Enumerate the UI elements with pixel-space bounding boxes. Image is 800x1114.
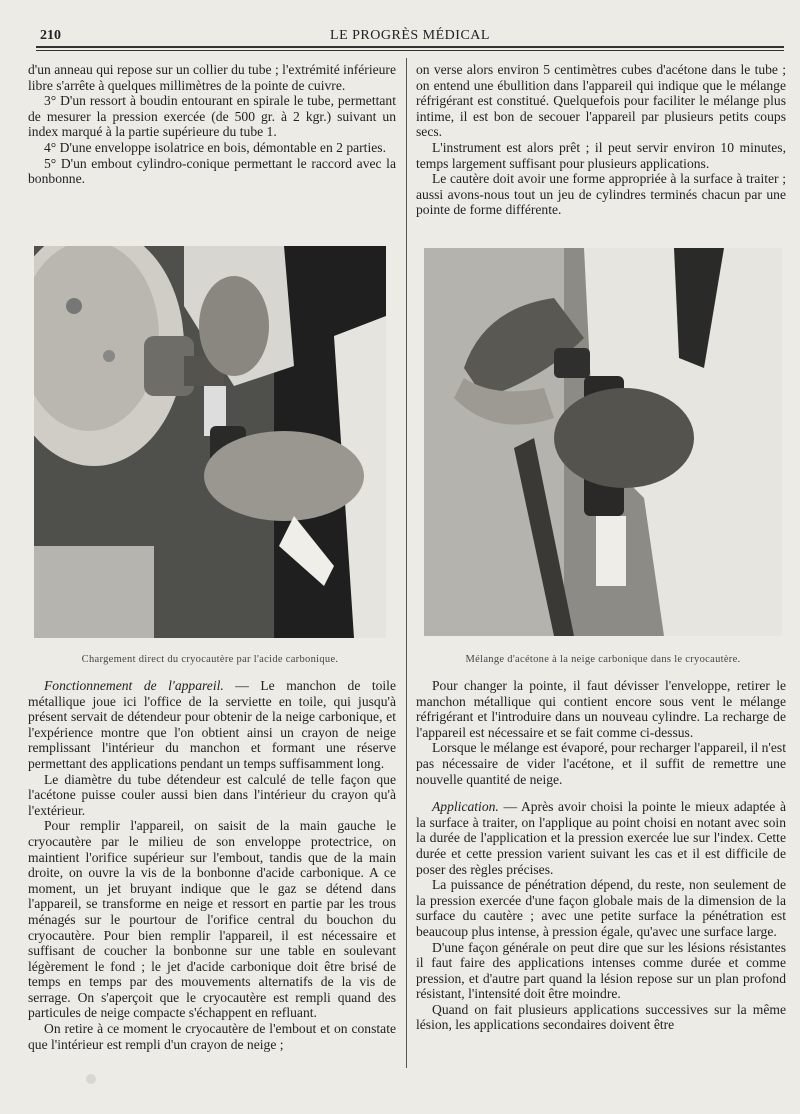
figure-caption-right: Mélange d'acétone à la neige carbonique dans le cryocautère. — [465, 654, 741, 665]
paragraph: Quand on fait plusieurs applications successives sur la même lésion, les applications secondaires doivent être — [416, 1001, 786, 1033]
left-column-top — [28, 62, 396, 187]
paragraph: Pour changer la pointe, il faut dévisser l'enveloppe, retirer le manchon métallique qui contient encore sous vent le mélange réfrigérant et l'introduire dans un nouveau cylindre. La recharge de l'appareil est nécessaire et se fait comme ci-dessus. — [416, 678, 786, 740]
paragraph: L'instrument est alors prêt ; il peut servir environ 10 minutes, temps largement suffisant pour plusieurs applications. — [416, 139, 786, 171]
right-column-bottom — [416, 678, 786, 1033]
section-heading-fonctionnement: Fonctionnement de l'appareil. — [44, 678, 224, 693]
right-column-top — [416, 62, 786, 218]
paper-blemish — [86, 1074, 96, 1084]
paragraph: Le cautère doit avoir une forme appropriée à la surface à traiter ; aussi avons-nous tout un jeu de cylindres terminés chacun par une pointe de forme différente. — [416, 171, 786, 218]
paragraph: D'une façon générale on peut dire que sur les lésions résistantes il faut faire des applications intenses comme durée et comme pression, et d'autre part quand la lésion repose sur un plan profond résistant, l'intensité doit être moindre. — [416, 939, 786, 1002]
figure-caption-left: Chargement direct du cryocautère par l'acide carbonique. — [81, 654, 339, 665]
paragraph — [416, 799, 786, 877]
column-divider — [406, 58, 407, 1068]
paragraph — [28, 678, 396, 772]
photo-acetone-mixing — [424, 248, 782, 636]
paragraph: On retire à ce moment le cryocautère de l'embout et on constate que l'intérieur est rempli d'un crayon de neige ; — [28, 1021, 396, 1052]
paragraph-text: — Après avoir choisi la pointe le mieux adaptée à la surface à traiter, on l'applique au point choisi en notant avec soin la durée de l'application et la pression exercée lue sur l'index. Cette durée et cette pression varient suivant les cas et il est difficile de poser des règles précises. — [416, 799, 786, 877]
photo-cryocautere-loading — [34, 246, 386, 638]
paragraph: Lorsque le mélange est évaporé, pour recharger l'appareil, il n'est pas nécessaire de vider l'acétone, et il suffit de remettre une nouvelle quantité de neige. — [416, 740, 786, 787]
header-rule — [36, 46, 784, 48]
page-header — [36, 26, 784, 46]
paragraph: d'un anneau qui repose sur un collier du tube ; l'extrémité inférieure libre s'arrête à quelques millimètres de la pointe de cuivre. — [28, 62, 396, 93]
paragraph: 3° D'un ressort à boudin entourant en spirale le tube, permettant de mesurer la pression exercée (de 500 gr. à 2 kgr.) suivant un index marqué à la partie supérieure du tube 1. — [28, 93, 396, 140]
running-title: LE PROGRÈS MÉDICAL — [330, 28, 490, 43]
paragraph-text: — Le manchon de toile métallique joue ici l'office de la serviette en toile, qui jusqu'à présent servait de détendeur pour obtenir de la neige carbonique, et l'expérience montre que l'on obtient ainsi un crayon de neige remplissant l'intérieur du manchon et formant une réserve permettant des applications pendant un temps suffisamment long. — [28, 678, 396, 771]
paragraph: 5° D'un embout cylindro-conique permettant le raccord avec la bonbonne. — [28, 155, 396, 187]
section-spacer — [416, 787, 786, 799]
paragraph: Pour remplir l'appareil, on saisit de la main gauche le cryocautère par le milieu de son enveloppe protectrice, on maintient l'orifice supérieur sur l'embout, tandis que de la main droite, on ouvre la vis de la bonbonne d'acide carbonique. A ce moment, un jet bruyant indique que le gaz se détend dans l'appareil, se transforme en neige et ressort en partie par les trous ménagés sur le pourtour de l'orifice central du bouchon du cryocautère. Pour bien remplir l'appareil, il est nécessaire et suffisant de coucher la bonbonne sur une table en soulevant légèrement le fond ; le jet d'acide carbonique doit être brisé de temps en temps par des mouvements alternatifs de la vis de serrage. On s'aperçoit que le cryocautère est rempli quand des particules de neige compacte s'échappent en refluant. — [28, 818, 396, 1021]
paragraph: La puissance de pénétration dépend, du reste, non seulement de la pression exercée d'une façon globale mais de la dimension de la surface du cautère ; avec une petite surface la pénétration est beaucoup plus intense, à pression égale, qu'avec une surface large. — [416, 877, 786, 939]
paragraph: 4° D'une enveloppe isolatrice en bois, démontable en 2 parties. — [44, 139, 386, 155]
header-rule-thin — [36, 50, 784, 51]
page-number: 210 — [40, 28, 61, 43]
paragraph: on verse alors environ 5 centimètres cubes d'acétone dans le tube ; on entend une ébullition dans l'appareil qui indique que le mélange réfrigérant est constitué. Quelquefois pour faciliter le mélange plus intime, il est bon de secouer l'appareil par plusieurs petits coups secs. — [416, 62, 786, 140]
paragraph: Le diamètre du tube détendeur est calculé de telle façon que l'acétone puisse couler aussi bien dans l'intérieur du crayon qu'à l'extérieur. — [28, 771, 396, 818]
section-heading-application: Application. — [432, 799, 499, 815]
left-column-bottom — [28, 678, 396, 1052]
